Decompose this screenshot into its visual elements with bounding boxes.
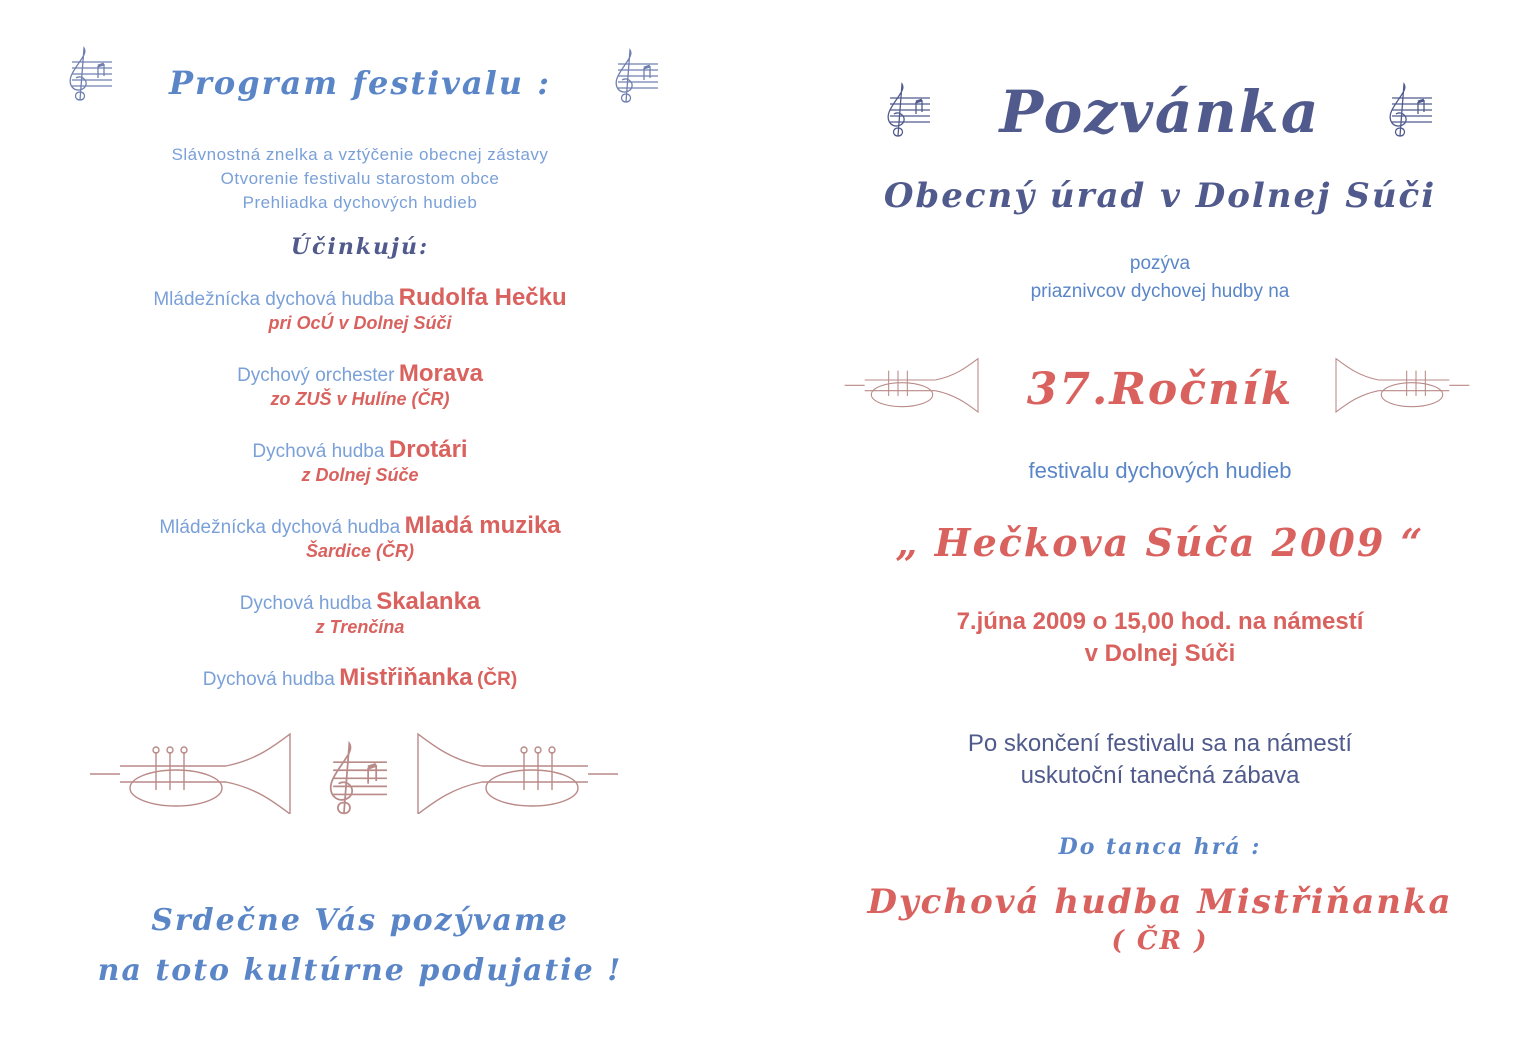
treble-clef-icon — [604, 46, 660, 110]
performer-prefix: Dychová hudba — [239, 593, 372, 614]
after-line: uskutoční tanečná zábava — [1020, 762, 1300, 789]
closing-text — [40, 896, 680, 996]
dance-band: Dychová hudba Mistřiňanka — [867, 882, 1453, 922]
performer-detail: z Trenčína — [315, 617, 405, 638]
program-intro — [60, 143, 660, 215]
intro-line: Otvorenie festivalu starostom obce — [220, 169, 500, 188]
performer-name: Drotári — [388, 436, 468, 463]
trumpet-icon — [86, 730, 296, 814]
trumpet-icon — [412, 730, 622, 814]
performers-list — [40, 282, 680, 738]
invite-text — [860, 250, 1460, 306]
closing-line: Srdečne Vás pozývame — [151, 903, 569, 938]
performer-detail: pri OcÚ v Dolnej Súči — [268, 313, 452, 334]
edition-label: 37.Ročník — [1026, 364, 1294, 415]
host-name: Obecný úrad v Dolnej Súči — [883, 176, 1437, 216]
performer-detail: z Dolnej Súče — [301, 465, 419, 486]
treble-clef-icon — [58, 44, 114, 108]
performer-item — [40, 662, 680, 738]
invite-line: priaznivcov dychovej hudby na — [1030, 281, 1290, 302]
treble-clef-icon — [1378, 80, 1434, 144]
performer-item — [40, 358, 680, 434]
after-party-text — [840, 728, 1480, 792]
intro-line: Prehliadka dychových hudieb — [242, 193, 478, 212]
performer-name: Skalanka — [376, 588, 481, 615]
performer-detail: zo ZUŠ v Hulíne (ČR) — [270, 389, 450, 410]
festival-name: „ Hečkova Súča 2009 “ — [895, 520, 1425, 565]
performer-item — [40, 434, 680, 510]
dance-heading: Do tanca hrá : — [1058, 834, 1262, 860]
trumpet-icon — [1332, 352, 1472, 416]
performer-prefix: Mládežnícka dychová hudba — [159, 517, 401, 538]
dance-band-country: ( ČR ) — [1111, 926, 1209, 956]
closing-line: na toto kultúrne podujatie ! — [97, 953, 623, 988]
performer-prefix: Mládežnícka dychová hudba — [153, 289, 395, 310]
program-title: Program festivalu : — [168, 64, 551, 102]
event-line: v Dolnej Súči — [1084, 640, 1236, 667]
performers-heading: Účinkujú: — [290, 234, 430, 260]
performer-suffix: (ČR) — [477, 669, 518, 690]
performer-prefix: Dychová hudba — [252, 441, 385, 462]
event-time-place — [840, 606, 1480, 670]
festival-line: festivalu dychových hudieb — [1028, 458, 1292, 483]
performer-item — [40, 282, 680, 358]
performer-name: Morava — [398, 360, 483, 387]
performer-item — [40, 586, 680, 662]
treble-clef-icon — [876, 80, 932, 144]
performer-detail: Šardice (ČR) — [305, 541, 415, 562]
performer-name: Rudolfa Hečku — [398, 284, 567, 311]
invite-line: pozýva — [1129, 253, 1191, 274]
event-line: 7.júna 2009 o 15,00 hod. na námestí — [956, 608, 1364, 635]
performer-item — [40, 510, 680, 586]
performer-name: Mistřiňanka — [339, 664, 473, 691]
after-line: Po skončení festivalu sa na námestí — [967, 730, 1353, 757]
performer-prefix: Dychový orchester — [237, 365, 395, 386]
intro-line: Slávnostná znelka a vztýčenie obecnej zástavy — [171, 145, 549, 164]
performer-prefix: Dychová hudba — [202, 669, 335, 690]
invitation-title: Pozvánka — [999, 78, 1321, 146]
performer-name: Mladá muzika — [404, 512, 561, 539]
treble-clef-icon — [314, 738, 390, 824]
